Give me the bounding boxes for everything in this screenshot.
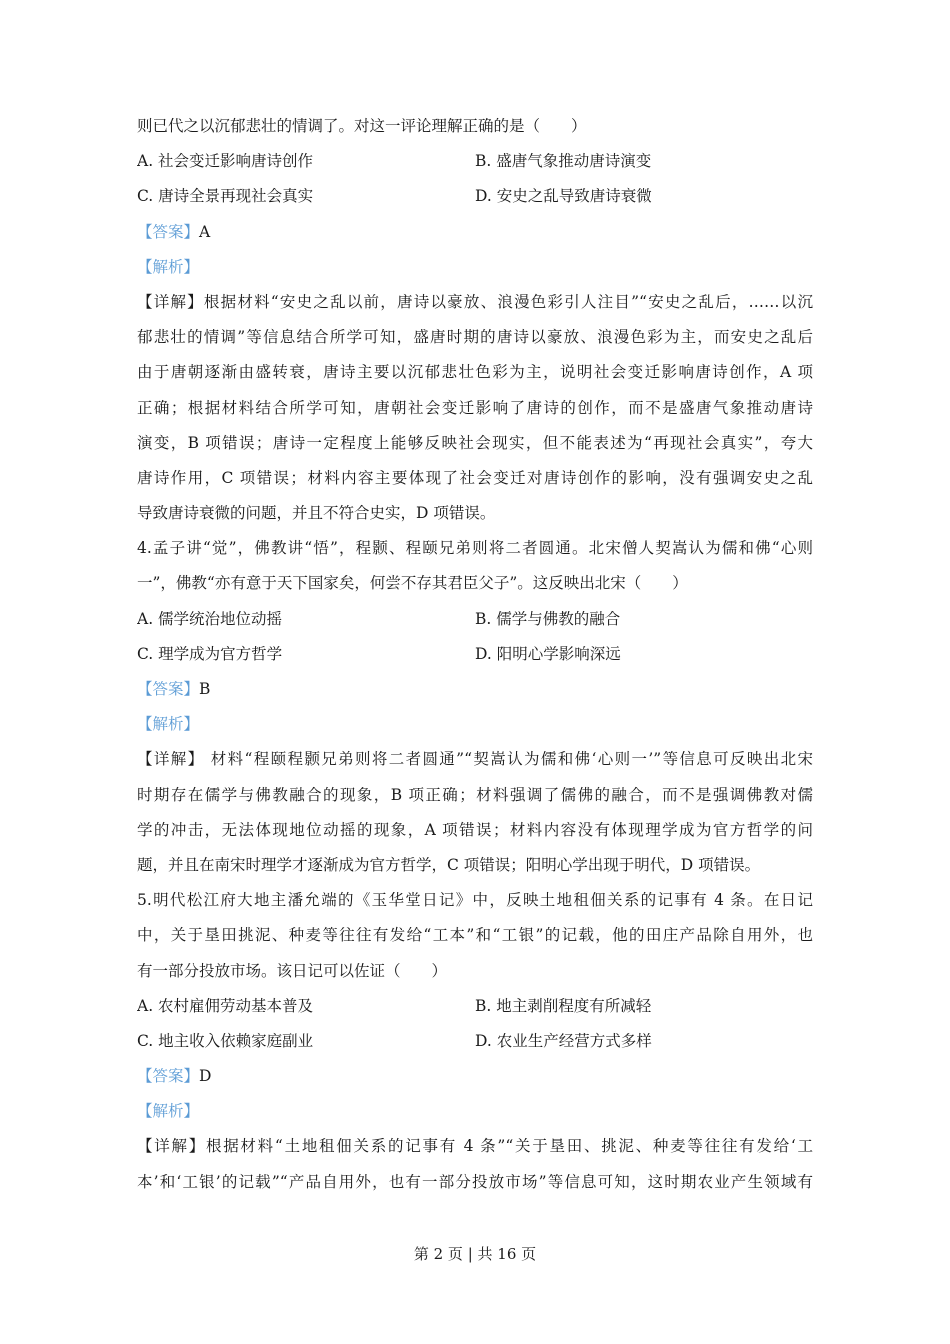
q4-option-b: B. 儒学与佛教的融合 bbox=[475, 609, 621, 628]
q5-option-a: A. 农村雇佣劳动基本普及 bbox=[137, 996, 314, 1015]
q4-analysis-label: 【解析】 bbox=[137, 715, 200, 734]
q5-option-c: C. 地主收入依赖家庭副业 bbox=[137, 1031, 314, 1050]
q4-options-row-1 bbox=[137, 602, 813, 637]
q5-answer bbox=[137, 1059, 813, 1094]
q4-option-a: A. 儒学统治地位动摇 bbox=[137, 609, 283, 628]
q3-detail-line: 导致唐诗衰微的问题，并且不符合史实，D 项错误。 bbox=[137, 504, 496, 523]
q5-stem-line: 5.明代松江府大地主潘允端的《玉华堂日记》中，反映土地租佃关系的记事有 4 条。在日记 bbox=[137, 891, 813, 910]
q5-options-row-2 bbox=[137, 1024, 813, 1059]
q4-detail-line: 时期存在儒学与佛教融合的现象，B 项正确；材料强调了儒佛的融合，而不是强调佛教对儒 bbox=[137, 785, 813, 804]
q4-answer bbox=[137, 672, 813, 707]
q4-stem-line: 一”，佛教“亦有意于天下国家矣，何尝不存其君臣父子”。这反映出北宋（ ） bbox=[137, 574, 688, 593]
q3-option-c: C. 唐诗全景再现社会真实 bbox=[137, 187, 314, 206]
q5-option-b: B. 地主剥削程度有所减轻 bbox=[475, 996, 652, 1015]
q5-analysis-label: 【解析】 bbox=[137, 1102, 200, 1121]
q3-detail-line: 演变，B 项错误；唐诗一定程度上能够反映社会现实，但不能表述为“再现社会真实”，夸大 bbox=[137, 433, 813, 452]
q4-detail-line: 【详解】 材料“程颐程颢兄弟则将二者圆通”“契嵩认为儒和佛‘心则一’”等信息可反映出北宋 bbox=[137, 750, 813, 769]
answer-label: 【答案】 bbox=[137, 222, 200, 241]
q3-detail-line: 郁悲壮的情调”等信息结合所学可知，盛唐时期的唐诗以豪放、浪漫色彩为主，而安史之乱后 bbox=[137, 328, 813, 347]
q4-stem-line: 4.孟子讲“觉”，佛教讲“悟”，程颢、程颐兄弟则将二者圆通。北宋僧人契嵩认为儒和佛“心则 bbox=[137, 539, 813, 558]
q3-answer bbox=[137, 215, 813, 250]
q4-detail-line: 学的冲击，无法体现地位动摇的现象，A 项错误；材料内容没有体现理学成为官方哲学的问 bbox=[137, 820, 813, 839]
q3-option-b: B. 盛唐气象推动唐诗演变 bbox=[475, 152, 652, 171]
q3-stem-tail: 则已代之以沉郁悲壮的情调了。对这一评论理解正确的是（ ） bbox=[137, 117, 587, 135]
q4-option-c: C. 理学成为官方哲学 bbox=[137, 644, 283, 663]
document-page bbox=[137, 109, 813, 1200]
q3-options-row-1 bbox=[137, 144, 813, 179]
q3-options-row-2 bbox=[137, 179, 813, 214]
q4-option-d: D. 阳明心学影响深远 bbox=[475, 644, 621, 663]
q3-analysis-label: 【解析】 bbox=[137, 257, 200, 276]
answer-value: A bbox=[199, 222, 211, 241]
q3-option-d: D. 安史之乱导致唐诗衰微 bbox=[475, 187, 652, 206]
q3-detail-line: 正确；根据材料结合所学可知，唐朝社会变迁影响了唐诗的创作，而不是盛唐气象推动唐诗 bbox=[137, 398, 813, 417]
q5-stem-line: 中，关于垦田挑泥、种麦等往往有发给“工本”和“工银”的记载，他的田庄产品除自用外，也 bbox=[137, 926, 813, 945]
answer-value: B bbox=[199, 680, 211, 698]
page-footer: 第 2 页 | 共 16 页 bbox=[413, 1245, 537, 1263]
q3-detail-line: 唐诗作用，C 项错误；材料内容主要体现了社会变迁对唐诗创作的影响，没有强调安史之乱 bbox=[137, 468, 813, 487]
q5-option-d: D. 农业生产经营方式多样 bbox=[475, 1031, 652, 1050]
q5-options-row-1 bbox=[137, 989, 813, 1024]
answer-label: 【答案】 bbox=[137, 1067, 200, 1086]
q4-detail-line: 题，并且在南宋时理学才逐渐成为官方哲学，C 项错误；阳明心学出现于明代，D 项错误。 bbox=[137, 855, 761, 874]
q3-option-a: A. 社会变迁影响唐诗创作 bbox=[137, 152, 314, 171]
q3-detail-line: 由于唐朝逐渐由盛转衰，唐诗主要以沉郁悲壮色彩为主，说明社会变迁影响唐诗创作，A 项 bbox=[137, 363, 813, 382]
q5-detail-line: 【详解】根据材料“土地租佃关系的记事有 4 条”“关于垦田、挑泥、种麦等往往有发给‘工 bbox=[137, 1137, 813, 1156]
q3-detail-line: 【详解】根据材料“安史之乱以前，唐诗以豪放、浪漫色彩引人注目”“安史之乱后，……以沉 bbox=[137, 292, 813, 311]
q4-options-row-2 bbox=[137, 637, 813, 672]
q5-detail-line: 本’和‘工银’的记载”“产品自用外，也有一部分投放市场”等信息可知，这时期农业产生领域有 bbox=[137, 1172, 813, 1191]
answer-label: 【答案】 bbox=[137, 680, 200, 698]
answer-value: D bbox=[199, 1067, 212, 1086]
q5-stem-line: 有一部分投放市场。该日记可以佐证（ ） bbox=[137, 961, 448, 980]
